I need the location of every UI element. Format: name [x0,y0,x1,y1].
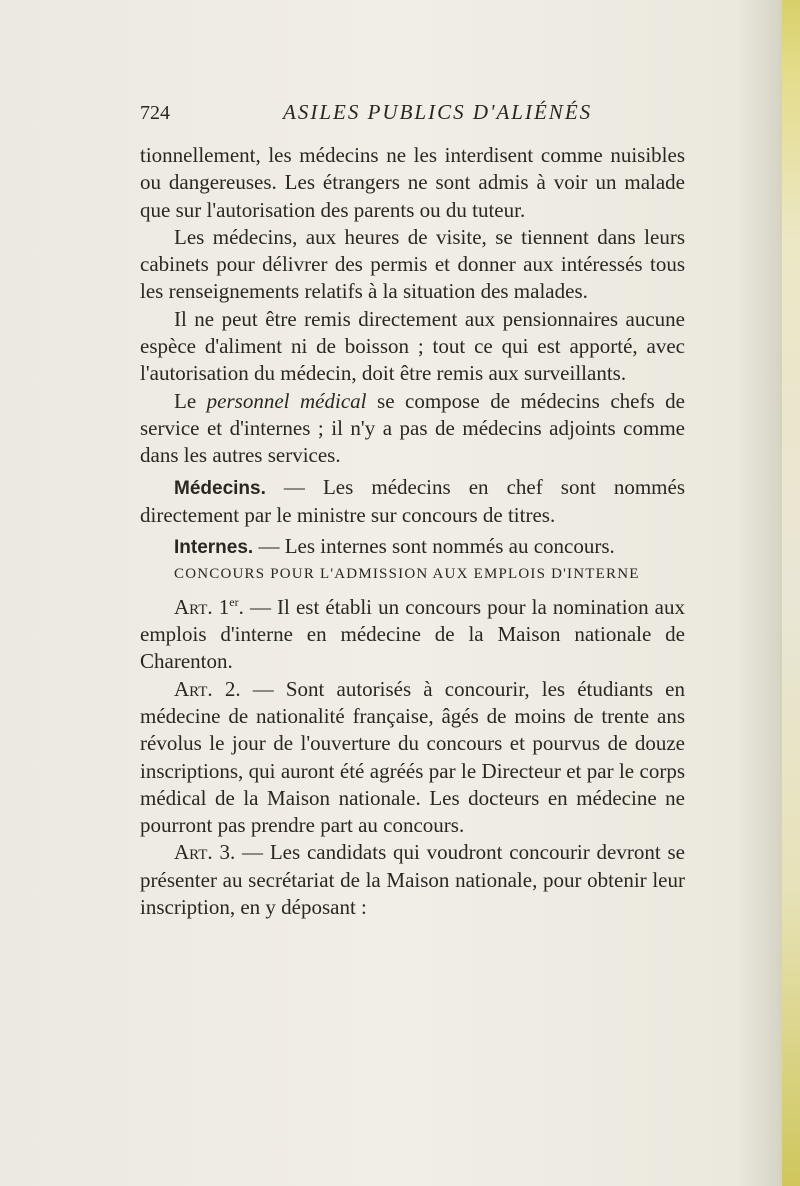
paragraph-continuation: tionnellement, les médecins ne les interdisent comme nuisibles ou dangereuses. Les étrangers ne sont admis à voir un malade que sur l'autorisation des parents ou du tuteur. [140,143,685,222]
staff-text: se compose de médecins chefs de service et d'internes ; il n'y a pas de médecins adjoints comme dans les autres services. [140,388,685,468]
internes-text: — Les internes sont nommés au concours. [253,534,615,559]
article-2-text: — Sont autorisés à concourir, les étudiants en médecine de nationalité française, âgés de moins de trente ans révolus le jour de l'ouverture du concours et pourvus de douze inscriptions, qui auront été agréés par le Directeur et par le corps médical de la Maison nationale. Les docteurs en médecine ne pourront pas prendre part au concours. [140,676,685,838]
article-1-sup: er [229,594,239,609]
page-body [140,142,685,921]
running-title: ASILES PUBLICS D'ALIÉNÉS [283,100,593,124]
paragraph-visiting-hours: Les médecins, aux heures de visite, se tiennent dans leurs cabinets pour délivrer des permis et donner aux intéressés tous les renseignements relatifs à la situation des malades. [140,224,685,304]
article-3-text: — Les candidats qui voudront concourir devront se présenter au secrétariat de la Maison nationale, pour obtenir leur inscription, en y déposant : [140,840,685,920]
paragraph-food-rules: Il ne peut être remis directement aux pensionnaires aucune espèce d'aliment ni de boisson ; tout ce qui est apporté, avec l'autorisation du médecin, doit être remis aux surveillants. [140,306,685,386]
article-1 [140,589,685,676]
paragraph-medical-staff [140,388,685,470]
staff-lead: Le [174,388,207,413]
medecins-text: — Les médecins en chef sont nommés directement par le ministre sur concours de titres. [140,474,685,527]
article-1-text: . — Il est établi un concours pour la nomination aux emplois d'interne en médecine de la Maison nationale de Charenton. [140,594,685,674]
article-2-label: Art. 2. [174,676,241,701]
article-2 [140,676,685,840]
article-3-label: Art. 3. [174,840,236,865]
article-3 [140,839,685,921]
page-number: 724 [140,102,170,124]
staff-italic-term: personnel médical [206,388,367,413]
page-edge [782,0,800,1186]
article-1-label: Art. 1 [174,594,230,619]
runin-medecins: Médecins. [174,477,266,499]
page-header [140,100,620,132]
section-heading: CONCOURS POUR L'ADMISSION AUX EMPLOIS D'INTERNE [174,566,640,583]
paragraph-medecins [140,474,685,530]
paragraph-internes [140,533,685,561]
runin-internes: Internes. [174,537,254,559]
